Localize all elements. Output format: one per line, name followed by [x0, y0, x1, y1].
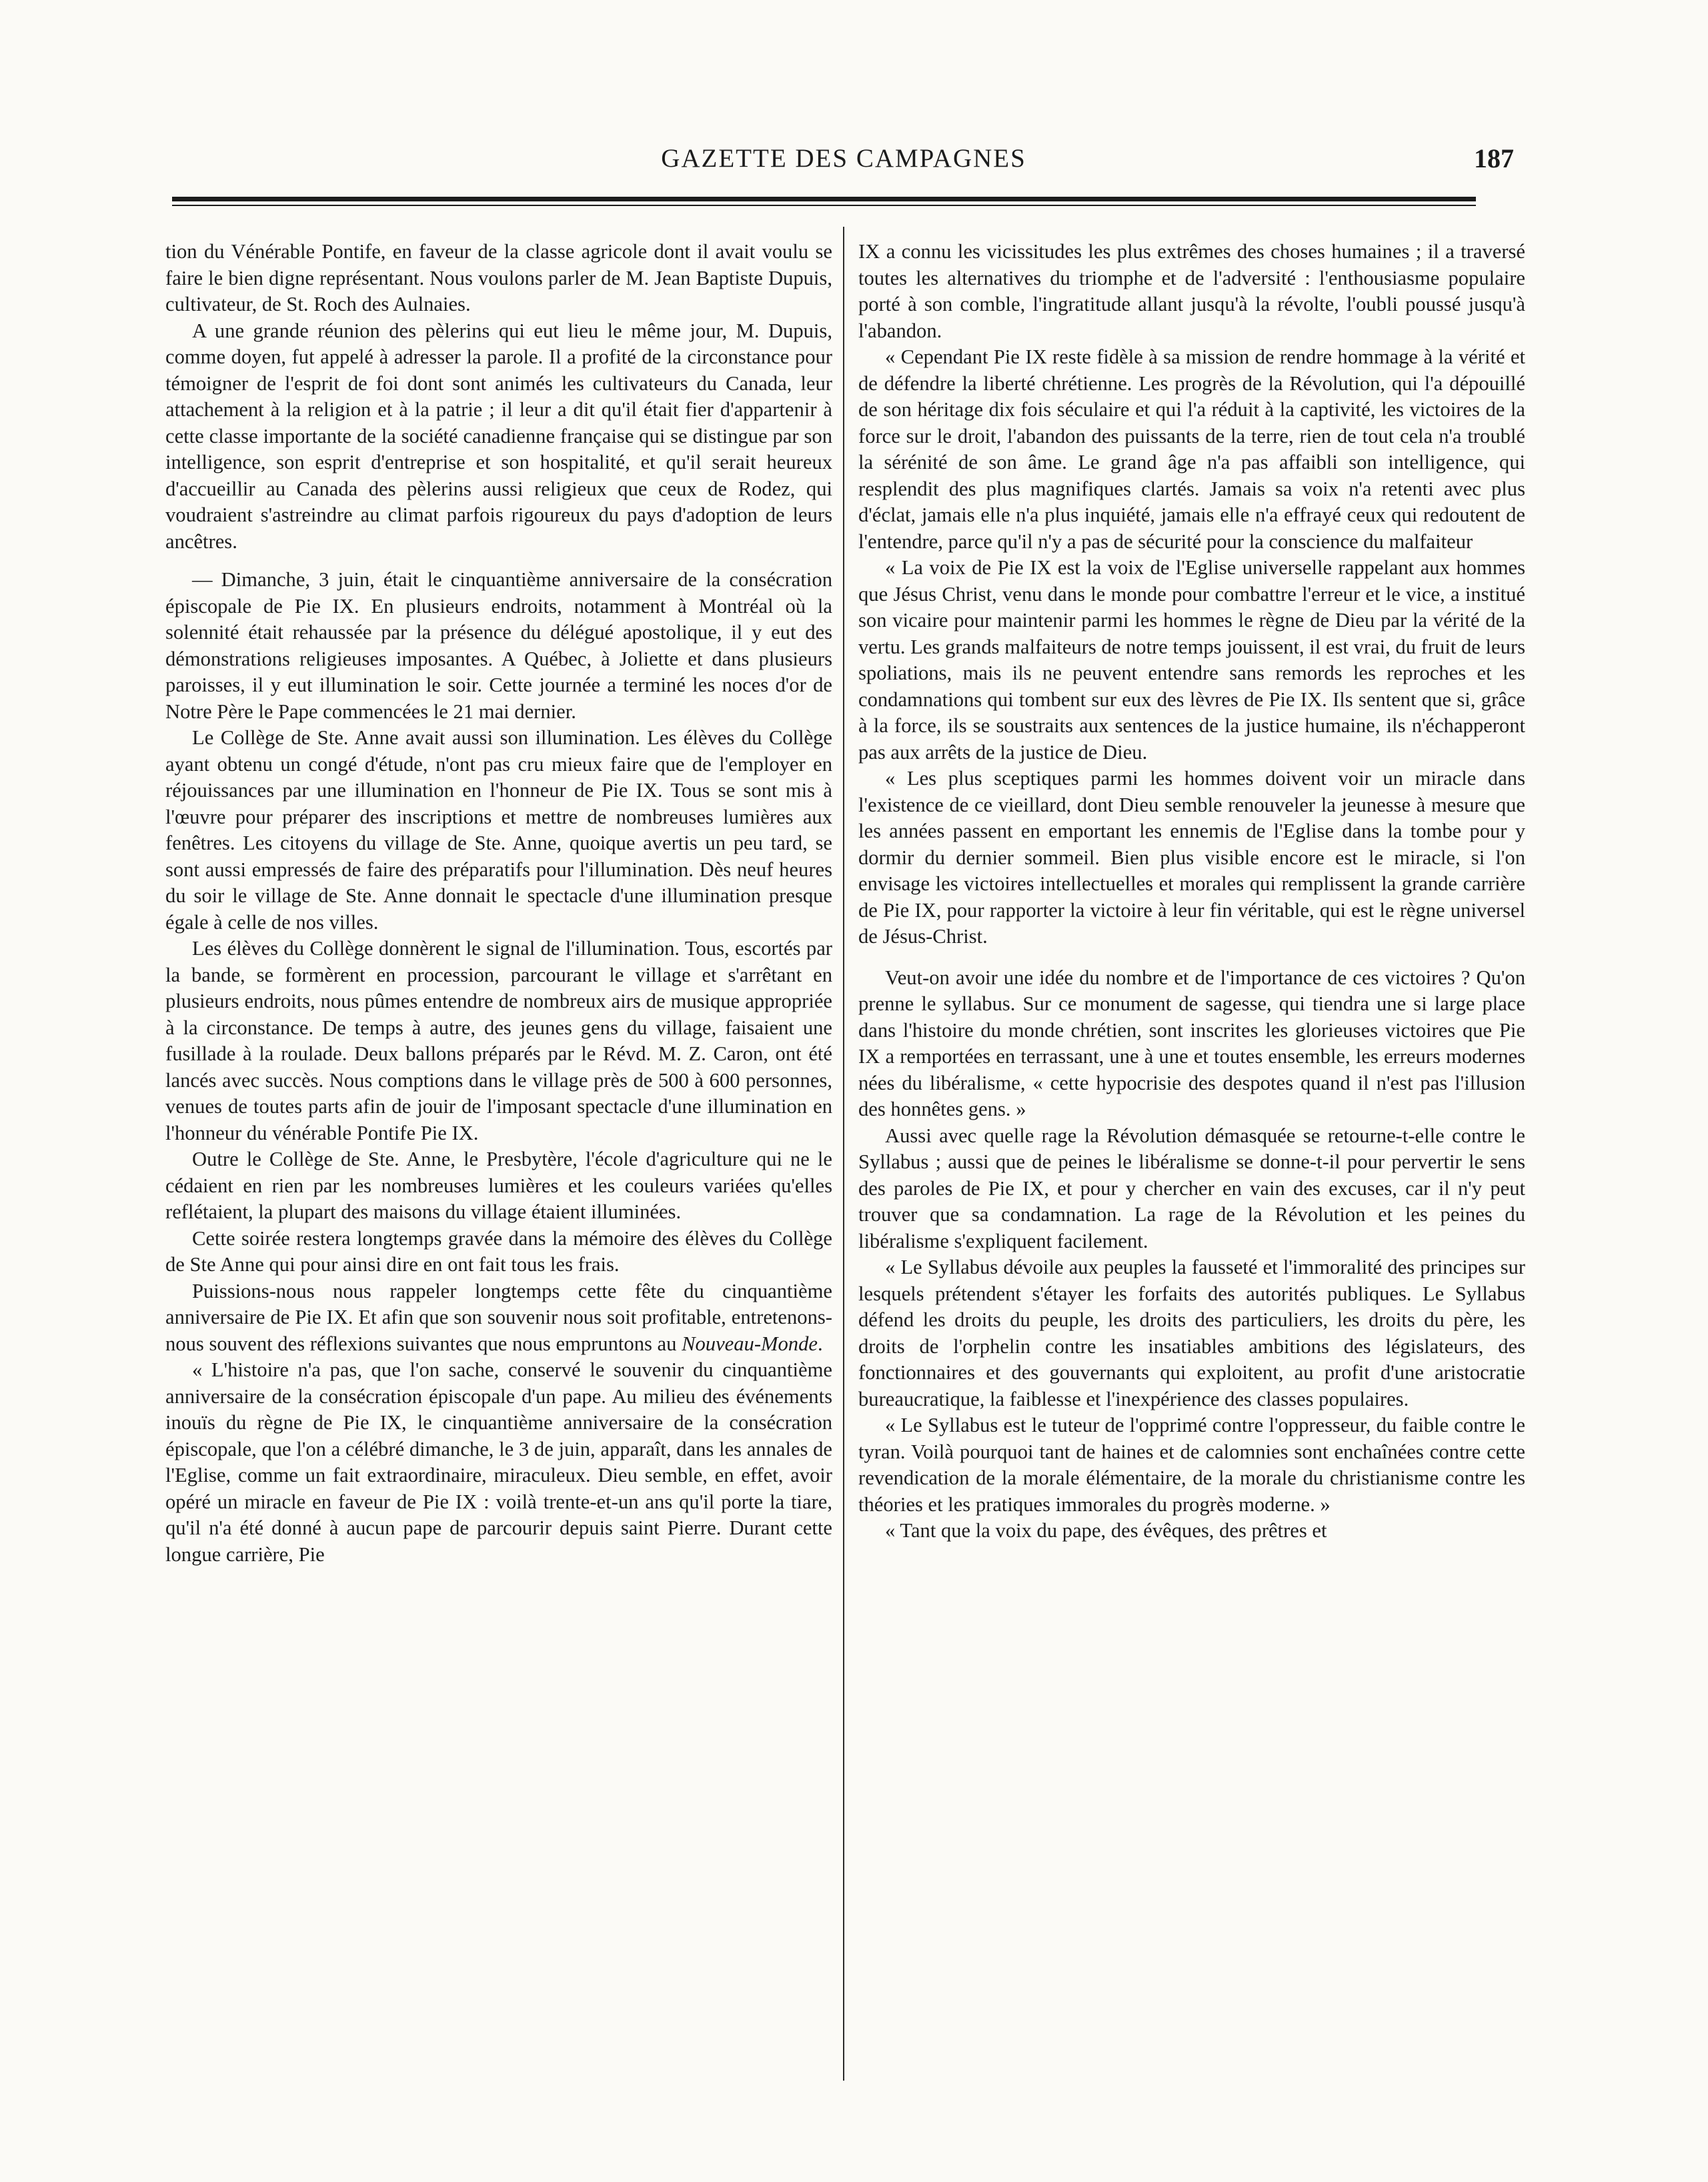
- paragraph: A une grande réunion des pèlerins qui eut lieu le même jour, M. Dupuis, comme doyen, fut appelé à adresser la parole. Il a profité de la circonstance pour témoigner de l'esprit de foi dont sont animés les cultivateurs du Canada, leur attachement à la religion et à la patrie ; il leur a dit qu'il était fier d'appartenir à cette classe importante de la société canadienne française qui se distingue par son intelligence, son esprit d'entreprise et son hospitalité, et qu'il serait heureux d'accueillir au Canada des pèlerins aussi religieux que ceux de Rodez, qui voudraient s'astreindre au climat parfois rigoureux du pays d'adoption de leurs ancêtres.: [165, 319, 832, 553]
- paragraph: Aussi avec quelle rage la Révolution démasquée se retourne-t-elle contre le Syllabus ; aussi que de peines le libéralisme se donne-t-il pour pervertir le sens des paroles de Pie IX, et pour y chercher en vain des excuses, car il n'y peut trouver que sa condamnation. La rage de la Révolution et les peines du libéralisme s'expliquent facilement.: [858, 1124, 1525, 1252]
- header-rule: [172, 197, 1476, 206]
- quotation: « Tant que la voix du pape, des évêques, des prêtres et: [885, 1519, 1327, 1542]
- quotation: « Les plus sceptiques parmi les hommes doivent voir un miracle dans l'existence de ce vieillard, dont Dieu semble renouveler la jeunesse à mesure que les années passent en emportant les ennemis de l'Eglise dans la tombe pour y dormir du dernier sommeil. Bien plus visible encore est le miracle, si l'on envisage les victoires intellectuelles et morales qui remplissent la grande carrière de Pie IX, pour rapporter la victoire à leur fin véritable, qui est le règne universel de Jésus-Christ.: [858, 767, 1525, 948]
- quotation: « L'histoire n'a pas, que l'on sache, conservé le souvenir du cinquantième anniversaire de la consécration épiscopale d'un pape. Au milieu des événements inouïs du règne de Pie IX, le cinquantième anniversaire de la consécration épiscopale, que l'on a célébré dimanche, le 3 de juin, apparaît, dans les annales de l'Eglise, comme un fait extraordinaire, miraculeux. Dieu semble, en effet, avoir opéré un miracle en faveur de Pie IX : voilà trente-et-un ans qu'il porte la tiare, qu'il n'a été donné à aucun pape de parcourir depuis saint Pierre. Durant cette longue carrière, Pie: [165, 1358, 832, 1566]
- paragraph: — Dimanche, 3 juin, était le cinquantième anniversaire de la consécration épiscopale de Pie IX. En plusieurs endroits, notamment à Montréal où la solennité était rehaussée par la présence du délégué apostolique, il y eut des démonstrations religieuses imposantes. A Québec, à Joliette et dans plusieurs paroisses, il y eut illumination le soir. Cette journée a terminé les noces d'or de Notre Père le Pape commencées le 21 mai dernier.: [165, 568, 832, 723]
- quotation: « La voix de Pie IX est la voix de l'Eglise universelle rappelant aux hommes que Jésus Christ, venu dans le monde pour combattre l'erreur et le vice, a institué son vicaire pour maintenir parmi les hommes le règne de Dieu par la vérité de la vertu. Les grands malfaiteurs de notre temps jouissent, il est vrai, du fruit de leurs spoliations, mais ils ne peuvent entendre sans remords les reproches et les condamnations qui tombent sur eux des lèvres de Pie IX. Ils sentent que si, grâce à la force, ils se soustraits aux sentences de la justice humaine, ils n'échapperont pas aux arrêts de la justice de Dieu.: [858, 556, 1525, 764]
- paragraph: [165, 1278, 832, 1358]
- running-title: GAZETTE DES CAMPAGNES: [661, 144, 1026, 173]
- paragraph-end: .: [817, 1332, 823, 1355]
- column-rule: [843, 227, 844, 2081]
- quotation: « Le Syllabus est le tuteur de l'opprimé contre l'oppresseur, du faible contre le tyran. Voilà pourquoi tant de haines et de calomnies sont enchaînées contre cette revendication de la morale élémentaire, de la morale du christianisme contre les théories et les pratiques immorales du progrès moderne. »: [858, 1414, 1525, 1516]
- quotation: « Le Syllabus dévoile aux peuples la fausseté et l'immoralité des principes sur lesquels prétendent s'étayer les forfaits des autorités publiques. Le Syllabus défend les droits du peuple, les droits des particuliers, les droits du père, les droits de l'orphelin contre les insatiables ambitions des législateurs, des fonctionnaires et des gouvernants qui exploitent, au profit d'une aristocratie bureaucratique, la faiblesse et l'inexpérience des classes populaires.: [858, 1256, 1525, 1410]
- paragraph: tion du Vénérable Pontife, en faveur de la classe agricole dont il avait voulu se faire le bien digne représentant. Nous voulons parler de M. Jean Baptiste Dupuis, cultivateur, de St. Roch des Aulnaies.: [165, 240, 832, 315]
- quotation: « Cependant Pie IX reste fidèle à sa mission de rendre hommage à la vérité et de défendre la liberté chrétienne. Les progrès de la Révolution, qui l'a dépouillé de son héritage dix fois séculaire et qui l'a réduit à la captivité, les victoires de la force sur le droit, l'abandon des puissants de la terre, rien de tout cela n'a troublé la sérénité de son âme. Le grand âge n'a pas affaibli son intelligence, qui resplendit des plus magnifiques clartés. Jamais sa voix n'a retenti avec plus d'éclat, jamais elle n'a plus inquiété, jamais elle n'a effrayé ceux qui redoutent de l'entendre, parce qu'il n'y a pas de sécurité pour la conscience du malfaiteur: [858, 345, 1525, 553]
- page-number: 187: [1474, 143, 1514, 173]
- paragraph: Les élèves du Collège donnèrent le signal de l'illumination. Tous, escortés par la bande, se formèrent en procession, parcourant le village et s'arrêtant en plusieurs endroits, nous pûmes entendre de nombreux airs de musique appropriée à la circonstance. De temps à autre, des jeunes gens du village, faisaient une fusillade à la roulade. Deux ballons préparés par le Révd. M. Z. Caron, ont été lancés avec succès. Nous comptions dans le village près de 500 à 600 personnes, venues de toutes parts afin de jouir de l'imposant spectacle d'une illumination en l'honneur du vénérable Pontife Pie IX.: [165, 937, 832, 1144]
- paragraph: Cette soirée restera longtemps gravée dans la mémoire des élèves du Collège de Ste Anne qui pour ainsi dire en ont fait tous les frais.: [165, 1226, 832, 1276]
- paragraph: IX a connu les vicissitudes les plus extrêmes des choses humaines ; il a traversé toutes les alternatives du triomphe et de l'adversité : l'enthousiasme populaire porté à son comble, l'ingratitude allant jusqu'à la révolte, l'oubli poussé jusqu'à l'abandon.: [858, 240, 1525, 342]
- paragraph: Veut-on avoir une idée du nombre et de l'importance de ces victoires ? Qu'on prenne le syllabus. Sur ce monument de sagesse, qui tiendra une si large place dans l'histoire du monde chrétien, sont inscrites les glorieuses victoires que Pie IX a remportées en terrassant, une à une et toutes ensemble, les erreurs modernes nées du libéralisme, « cette hypocrisie des despotes quand il n'est pas l'illusion des honnêtes gens. »: [858, 966, 1525, 1120]
- paragraph: Outre le Collège de Ste. Anne, le Presbytère, l'école d'agriculture qui ne le cédaient en rien par les nombreuses lumières et les couleurs variées qu'elles reflétaient, la plupart des maisons du village étaient illuminées.: [165, 1148, 832, 1223]
- page-header: [173, 139, 1514, 179]
- paragraph-text: Puissions-nous nous rappeler longtemps cette fête du cinquantième anniversaire de Pie IX. Et afin que son souvenir nous soit profitable, entretenons-nous souvent des réflexions suivantes que nous empruntons au: [165, 1279, 832, 1355]
- right-column: [858, 239, 1525, 1544]
- source-name: Nouveau-Monde: [682, 1332, 818, 1355]
- paragraph: Le Collège de Ste. Anne avait aussi son illumination. Les élèves du Collège ayant obtenu un congé d'étude, n'ont pas cru mieux faire que de l'employer en réjouissances par une illumination en l'honneur de Pie IX. Tous se sont mis à l'œuvre pour préparer des inscriptions et mettre de nombreuses lumières aux fenêtres. Les citoyens du village de Ste. Anne, quoique avertis un peu tard, se sont aussi empressés de faire des préparatifs pour l'illumination. Dès neuf heures du soir le village de Ste. Anne donnait le spectacle d'une illumination presque égale à celle de nos villes.: [165, 726, 832, 934]
- left-column: [165, 239, 832, 1568]
